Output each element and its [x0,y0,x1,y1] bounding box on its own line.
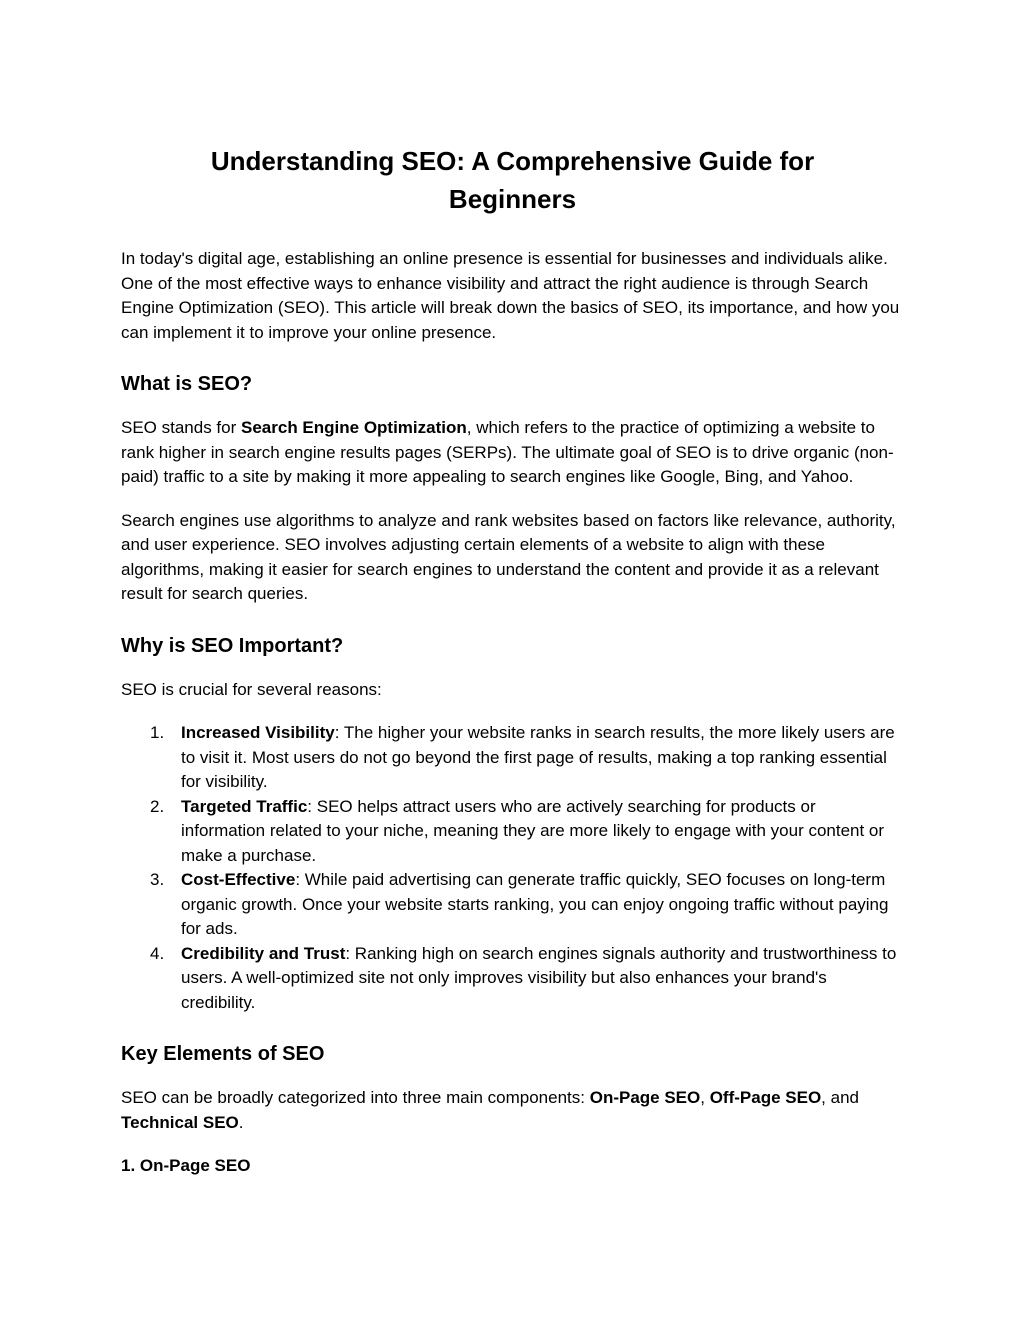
heading-what-is-seo: What is SEO? [121,373,253,395]
list-number: 4. [150,943,165,963]
why-lead-paragraph: SEO is crucial for several reasons: [121,679,382,699]
list-item [150,795,904,869]
heading-why-seo-important: Why is SEO Important? [121,634,344,657]
bold-term: Off-Page SEO [709,1088,822,1107]
heading-key-elements: Key Elements of SEO [121,1043,325,1065]
list-item [150,721,904,795]
bold-term: On-Page SEO [589,1088,701,1107]
subheading-on-page-seo: 1. On-Page SEO [121,1156,251,1175]
reasons-list [121,721,904,1015]
text-run: SEO can be broadly categorized into three main components: [121,1088,590,1107]
what-is-seo-paragraph-2: Search engines use algorithms to analyze and rank websites based on factors like relevance, authority, and user experience. SEO involves adjusting certain elements of a website to align with these algorithms, making it easier for search engines to understand the content and provide it as a relevant result for search queries. [121,510,896,603]
what-is-seo-paragraph-1 [121,416,904,490]
list-term: Cost-Effective [181,870,296,889]
list-item [150,868,904,942]
text-run: , which refers to the practice of optimizing a website to rank higher in search engine results pages (SERPs). The ultimate goal of SEO is to drive organic (non-paid) traffic to a site by making it more appealing to search engines like Google, Bing, and Yahoo. [121,418,894,486]
list-item [150,942,904,1016]
list-number: 3. [150,870,165,889]
list-term: Targeted Traffic [181,796,308,816]
bold-term: Technical SEO [121,1112,239,1132]
text-run: , [700,1088,710,1107]
list-text: : Ranking high on search engines signals authority and trustworthiness to users. A well-optimized site not only improves visibility but also enhances your brand's credibility. [181,943,897,1012]
bold-term: Search Engine Optimization [241,418,467,437]
text-run: SEO stands for [121,418,241,437]
text-run: . [238,1112,244,1132]
list-number: 2. [150,796,165,816]
intro-paragraph: In today's digital age, establishing an online presence is essential for businesses and individuals alike. One of the most effective ways to enhance visibility and attract the right audience is through Search Engine Optimization (SEO). This article will break down the basics of SEO, its importance, and how you can implement it to improve your online presence. [121,249,900,342]
page-title: Understanding SEO: A Comprehensive Guide for Beginners [210,146,815,214]
key-elements-paragraph [121,1086,904,1135]
list-term: Increased Visibility [181,723,335,742]
list-text: : While paid advertising can generate traffic quickly, SEO focuses on long-term organic growth. Once your website starts ranking, you can enjoy ongoing traffic without paying for ads. [181,870,889,938]
list-number: 1. [150,723,165,742]
list-term: Credibility and Trust [181,943,346,963]
list-text: : SEO helps attract users who are actively searching for products or information related to your niche, meaning they are more likely to engage with your content or make a purchase. [181,796,885,865]
text-run: , and [821,1088,859,1107]
list-text: : The higher your website ranks in search results, the more likely users are to visit it. Most users do not go beyond the first page of results, making a top ranking essential for visibility. [181,723,895,791]
